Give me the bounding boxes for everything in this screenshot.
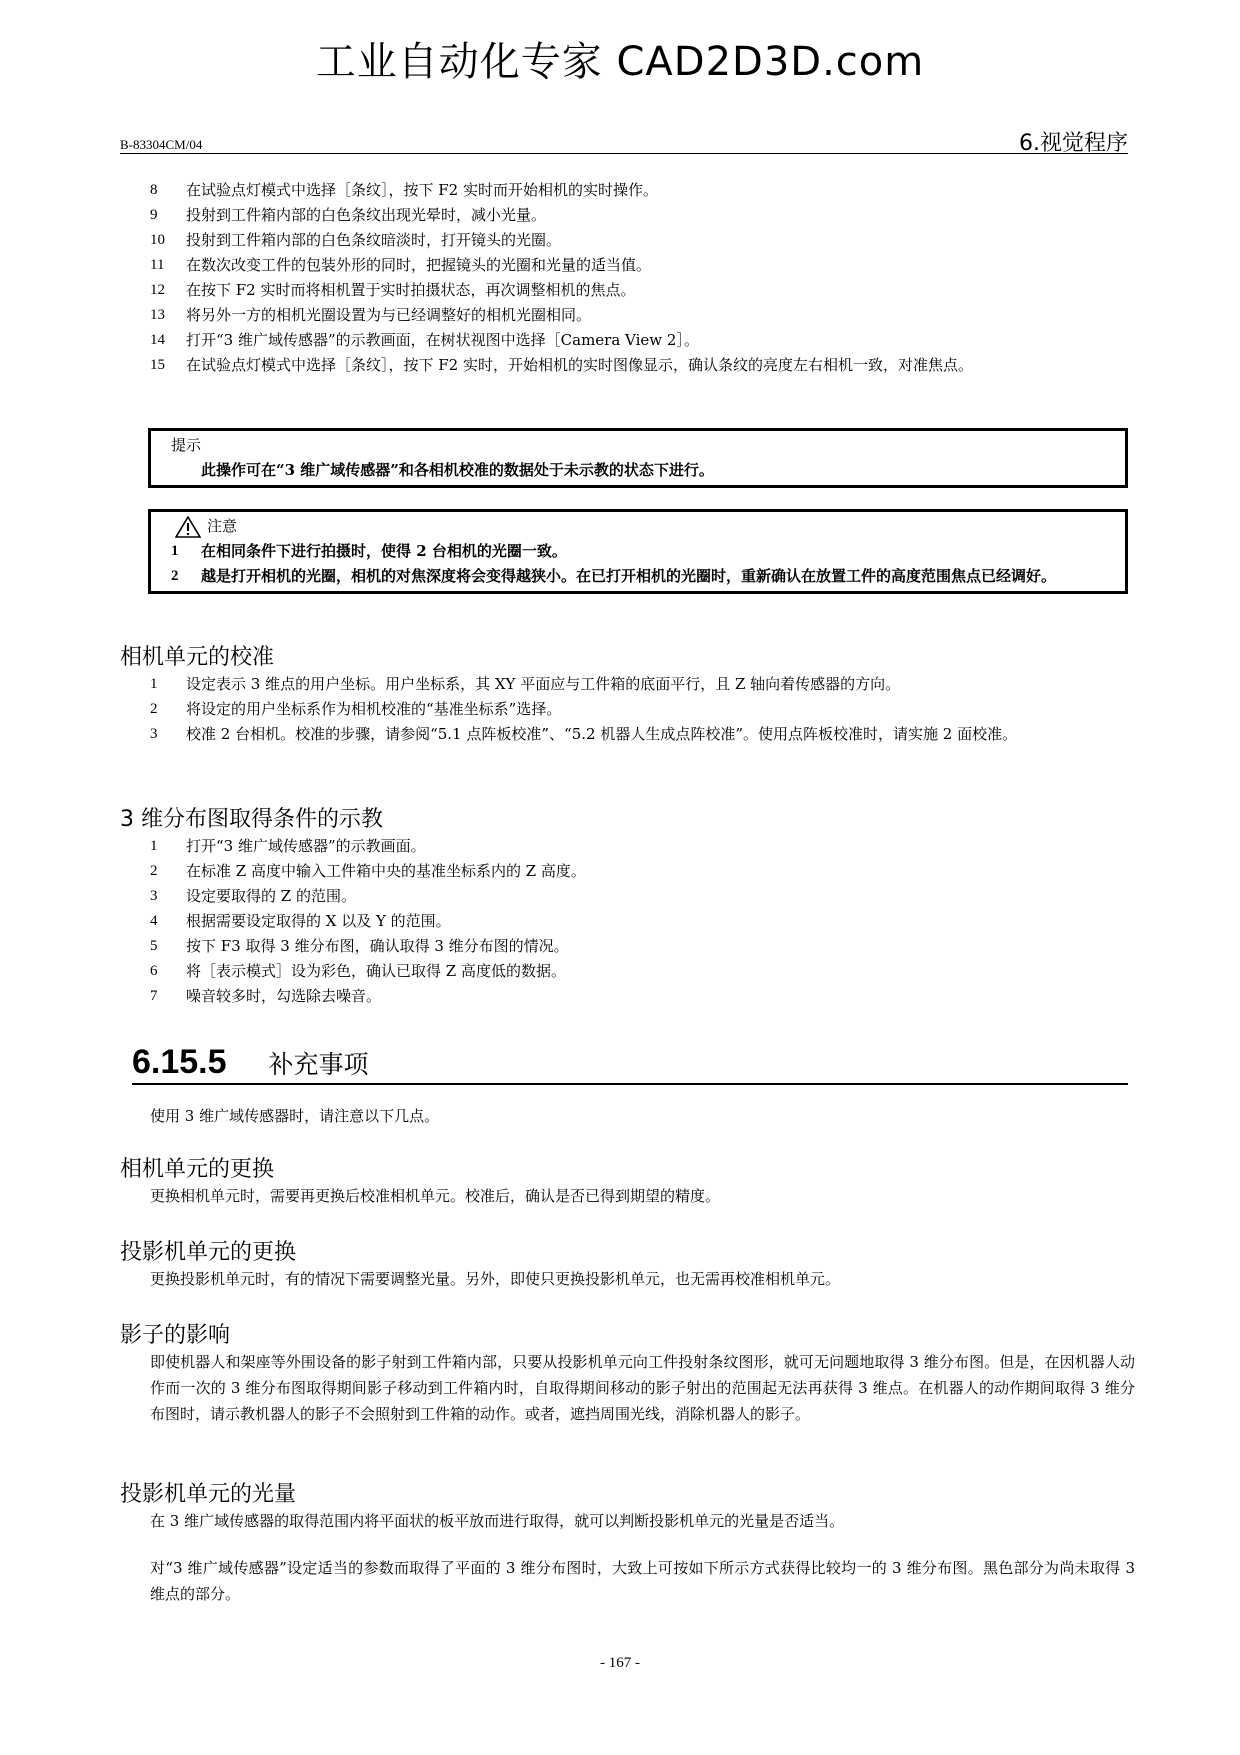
document-id: B-83304CM/04 [120, 137, 203, 152]
list-item: 13 将另外一方的相机光圈设置为与已经调整好的相机光圈相同。 [150, 306, 592, 324]
list-item: 3 校准 2 台相机。校准的步骤，请参阅“5.1 点阵板校准”、“5.2 机器人生成点阵校准”。使用点阵板校准时，请实施 2 面校准。 [150, 725, 1018, 743]
list-item: 1 打开“3 维广域传感器”的示教画面。 [150, 837, 426, 855]
paragraph: 更换相机单元时，需要再更换后校准相机单元。校准后，确认是否已得到期望的精度。 [150, 1187, 721, 1205]
map-teaching-steps [150, 834, 1135, 1009]
header-rule [120, 153, 1128, 154]
heading-projector-replacement: 投影机单元的更换 [120, 1240, 297, 1265]
page-number: - 167 - [600, 1655, 640, 1671]
list-item: 4 根据需要设定取得的 X 以及 Y 的范围。 [150, 912, 451, 930]
caution-box [148, 509, 1128, 594]
list-item: 11 在数次改变工件的包装外形的同时，把握镜头的光圈和光量的适当值。 [150, 256, 652, 274]
caution-header [171, 514, 1105, 539]
list-item: 1 在相同条件下进行拍摄时，使得 2 台相机的光圈一致。 [171, 542, 567, 560]
section-rule [132, 1083, 1128, 1085]
paragraph: 在 3 维广域传感器的取得范围内将平面状的板平放而进行取得，就可以判断投影机单元的光量是否适当。 [150, 1512, 845, 1530]
list-item: 14 打开“3 维广域传感器”的示教画面，在树状视图中选择［Camera View 2］。 [150, 331, 699, 349]
list-item: 5 按下 F3 取得 3 维分布图，确认取得 3 维分布图的情况。 [150, 937, 569, 955]
list-item: 12 在按下 F2 实时而将相机置于实时拍摄状态，再次调整相机的焦点。 [150, 281, 636, 299]
list-item: 15 在试验点灯模式中选择［条纹］，按下 F2 实时，开始相机的实时图像显示，确认条纹的亮度左右相机一致，对准焦点。 [150, 356, 973, 374]
heading-3d-map-teaching: 3 维分布图取得条件的示教 [120, 807, 383, 832]
caution-title: 注意 [207, 517, 238, 535]
section-intro: 使用 3 维广域传感器时，请注意以下几点。 [150, 1107, 440, 1125]
list-item: 7 噪音较多时，勾选除去噪音。 [150, 987, 382, 1005]
list-item: 2 在标准 Z 高度中输入工件箱中央的基准坐标系内的 Z 高度。 [150, 862, 586, 880]
calibration-steps [150, 672, 1135, 747]
heading-shadow-effect: 影子的影响 [120, 1323, 231, 1348]
caution-list [171, 539, 1105, 589]
heading-camera-calibration: 相机单元的校准 [120, 645, 275, 670]
chapter-title: 6.视觉程序 [1019, 131, 1128, 156]
tip-title: 提示 [171, 436, 202, 454]
section-name: 补充事项 [268, 1050, 369, 1079]
site-watermark-title: 工业自动化专家 CAD2D3D.com [315, 39, 925, 85]
list-item: 10 投射到工件箱内部的白色条纹暗淡时，打开镜头的光圈。 [150, 231, 562, 249]
section-number: 6.15.5 [132, 1043, 227, 1081]
procedure-steps [150, 178, 1135, 378]
list-item: 6 将［表示模式］设为彩色，确认已取得 Z 高度低的数据。 [150, 962, 566, 980]
paragraph: 即使机器人和架座等外围设备的影子射到工件箱内部，只要从投影机单元向工件投射条纹图形，就可无问题地取得 3 维分布图。但是，在因机器人动作而一次的 3 维分布图取得期间影子移动到工件箱内时，自取得期间移动的影子射出的范围起无法再获得 3 维点。在机器人的动作期间取得 3 维分布图时，请示教机器人的影子不会照射到工件箱的动作。或者，遮挡周围光线，消除机器人的影子。 [150, 1353, 1135, 1423]
list-item: 1 设定表示 3 维点的用户坐标。用户坐标系，其 XY 平面应与工件箱的底面平行，且 Z 轴向着传感器的方向。 [150, 675, 901, 693]
heading-camera-replacement: 相机单元的更换 [120, 1157, 275, 1182]
paragraph: 更换投影机单元时，有的情况下需要调整光量。另外，即使只更换投影机单元，也无需再校准相机单元。 [150, 1270, 841, 1288]
list-item: 2 将设定的用户坐标系作为相机校准的“基准坐标系”选择。 [150, 700, 562, 718]
list-item: 3 设定要取得的 Z 的范围。 [150, 887, 356, 905]
paragraph: 对“3 维广域传感器”设定适当的参数而取得了平面的 3 维分布图时，大致上可按如下所示方式获得比较均一的 3 维分布图。黑色部分为尚未取得 3 维点的部分。 [150, 1559, 1135, 1603]
list-item: 9 投射到工件箱内部的白色条纹出现光晕时，减小光量。 [150, 206, 547, 224]
warning-triangle-icon [175, 516, 201, 538]
tip-body: 此操作可在“3 维广域传感器”和各相机校准的数据处于未示教的状态下进行。 [201, 461, 714, 479]
heading-projector-light: 投影机单元的光量 [120, 1482, 297, 1507]
section-title [132, 1043, 369, 1082]
tip-box [148, 428, 1128, 488]
list-item: 2 越是打开相机的光圈，相机的对焦深度将会变得越狭小。在已打开相机的光圈时，重新确认在放置工件的高度范围焦点已经调好。 [171, 567, 1057, 585]
list-item: 8 在试验点灯模式中选择［条纹］，按下 F2 实时而开始相机的实时操作。 [150, 181, 658, 199]
